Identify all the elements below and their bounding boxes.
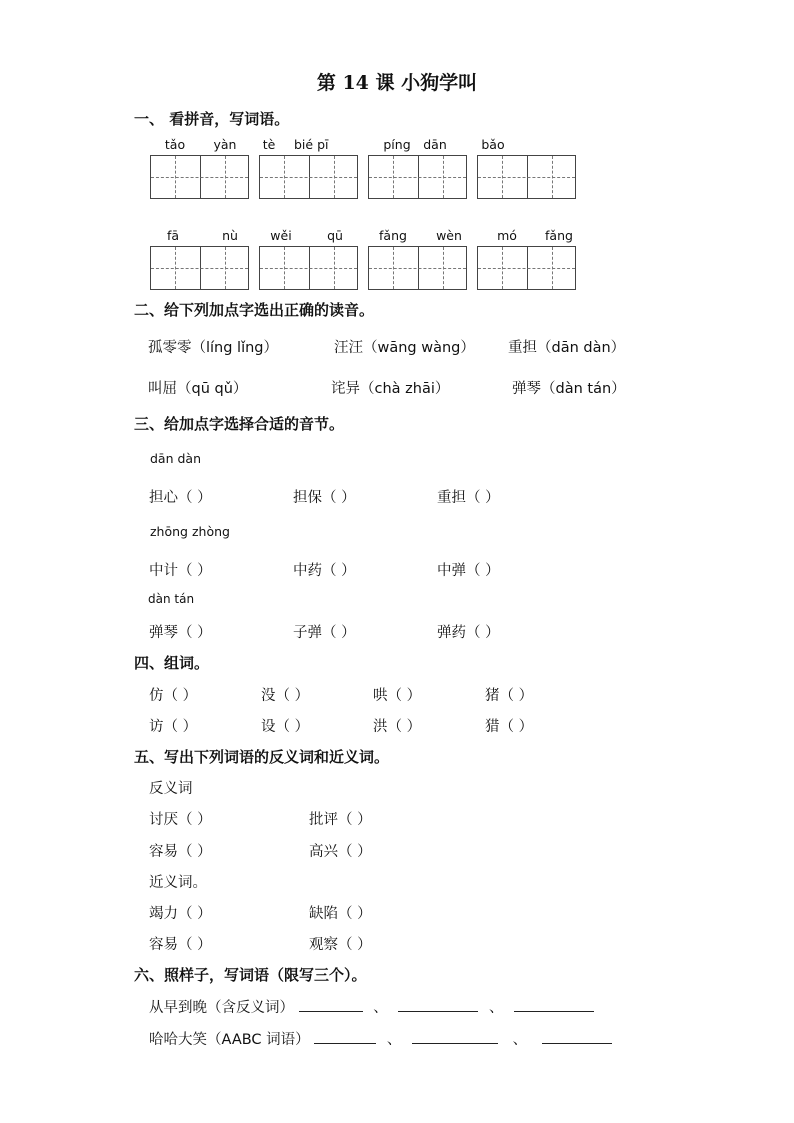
- reading-choice-item: 叫屈（qū qǔ）: [148, 381, 248, 397]
- pinyin: wěi: [270, 228, 292, 243]
- syllable-options: zhōng zhòng: [150, 524, 230, 539]
- syllable-item: 中弹（ ）: [437, 563, 500, 579]
- reading-choice-item: 孤零零（líng lǐng）: [148, 340, 279, 356]
- writing-grid[interactable]: [368, 155, 467, 199]
- pinyin: nù: [222, 228, 238, 243]
- pattern-example: 从早到晚（含反义词）: [149, 1000, 294, 1016]
- writing-grid[interactable]: [150, 155, 249, 199]
- word-item: 设（ ）: [261, 719, 310, 735]
- syllable-item: 弹琴（ ）: [149, 625, 212, 641]
- word-item: 猎（ ）: [485, 719, 534, 735]
- writing-grid[interactable]: [259, 155, 358, 199]
- answer-blank[interactable]: [514, 997, 594, 1012]
- reading-choice-item: 诧异（chà zhāi）: [331, 381, 450, 397]
- word-item: 访（ ）: [149, 719, 198, 735]
- synonym-item: 缺陷（ ）: [309, 906, 372, 922]
- antonym-item: 容易（ ）: [149, 844, 212, 860]
- pinyin: dān: [423, 137, 447, 152]
- pinyin: fǎng: [545, 228, 573, 243]
- pinyin: fā: [166, 228, 180, 243]
- pattern-line-2: [149, 1028, 612, 1049]
- antonym-label: 反义词: [149, 781, 193, 797]
- syllable-item: 中药（ ）: [293, 563, 356, 579]
- word-item: 猪（ ）: [485, 688, 534, 704]
- writing-grid[interactable]: [150, 246, 249, 290]
- pinyin: yàn: [213, 137, 237, 152]
- synonym-item: 容易（ ）: [149, 937, 212, 953]
- reading-choice-item: 弹琴（dàn tán）: [512, 381, 626, 397]
- section-4-heading: 四、组词。: [134, 654, 210, 672]
- syllable-item: 弹药（ ）: [437, 625, 500, 641]
- section-5-heading: 五、写出下列词语的反义词和近义词。: [134, 748, 390, 766]
- syllable-item: 担保（ ）: [293, 490, 356, 506]
- pinyin: tè: [262, 137, 276, 152]
- pinyin: píng: [383, 137, 411, 152]
- writing-grid[interactable]: [477, 155, 576, 199]
- answer-blank[interactable]: [412, 1029, 498, 1044]
- answer-blank[interactable]: [398, 997, 478, 1012]
- reading-choice-item: 重担（dān dàn）: [508, 340, 626, 356]
- answer-blank[interactable]: [314, 1029, 376, 1044]
- word-item: 仿（ ）: [149, 688, 198, 704]
- writing-grid[interactable]: [477, 246, 576, 290]
- syllable-item: 子弹（ ）: [293, 625, 356, 641]
- pinyin: fǎng: [379, 228, 407, 243]
- syllable-options: dān dàn: [150, 451, 202, 466]
- pinyin: mó: [497, 228, 517, 243]
- answer-blank[interactable]: [542, 1029, 612, 1044]
- separator: 、: [488, 1000, 504, 1016]
- synonym-item: 竭力（ ）: [149, 906, 212, 922]
- pattern-line-1: [149, 996, 594, 1017]
- section-2-heading: 二、给下列加点字选出正确的读音。: [134, 301, 375, 319]
- syllable-options: dàn tán: [148, 592, 195, 606]
- antonym-item: 讨厌（ ）: [149, 812, 212, 828]
- pinyin: qū: [327, 228, 343, 243]
- pinyin: wèn: [436, 228, 462, 243]
- syllable-item: 担心（ ）: [149, 490, 212, 506]
- writing-grid[interactable]: [368, 246, 467, 290]
- separator: 、: [512, 1032, 528, 1048]
- antonym-item: 批评（ ）: [309, 812, 372, 828]
- pattern-example: 哈哈大笑（AABC 词语）: [149, 1032, 310, 1048]
- word-item: 没（ ）: [261, 688, 310, 704]
- separator: 、: [386, 1032, 402, 1048]
- writing-grid[interactable]: [259, 246, 358, 290]
- antonym-item: 高兴（ ）: [309, 844, 372, 860]
- section-1-heading: 一、 看拼音，写词语。: [134, 110, 290, 128]
- synonym-item: 观察（ ）: [309, 937, 372, 953]
- pinyin: bǎo: [481, 137, 505, 152]
- separator: 、: [373, 1000, 388, 1016]
- word-item: 哄（ ）: [373, 688, 422, 704]
- synonym-label: 近义词。: [149, 875, 207, 891]
- syllable-item: 中计（ ）: [149, 563, 212, 579]
- section-6-heading: 六、照样子，写词语（限写三个）。: [134, 966, 367, 984]
- syllable-item: 重担（ ）: [437, 490, 500, 506]
- answer-blank[interactable]: [299, 997, 363, 1012]
- reading-choice-item: 汪汪（wāng wàng）: [334, 340, 475, 356]
- page-title: 第 14 课 小狗学叫: [316, 72, 478, 94]
- section-3-heading: 三、给加点字选择合适的音节。: [134, 415, 345, 433]
- word-item: 洪（ ）: [373, 719, 422, 735]
- pinyin: bié pī: [294, 137, 329, 152]
- pinyin: tǎo: [164, 137, 186, 152]
